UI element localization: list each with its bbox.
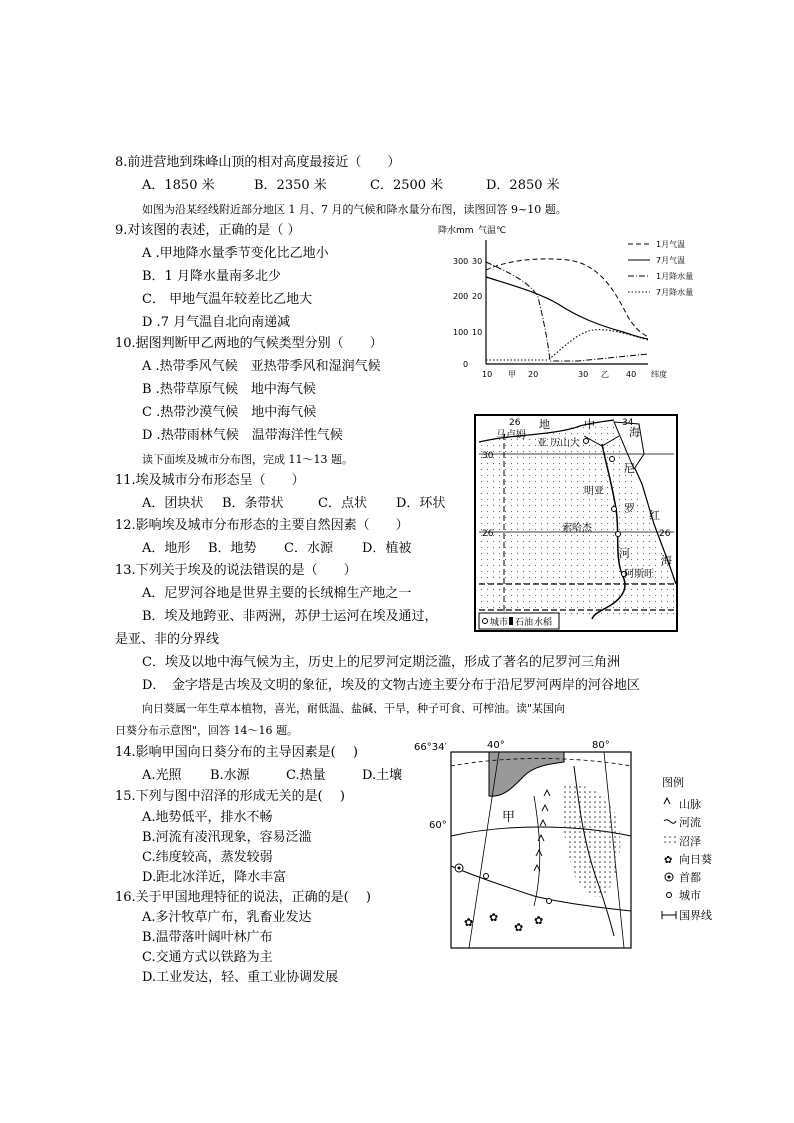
city-label-aswan: 阿斯旺 (624, 569, 654, 580)
intro-11-13: 读下面埃及城市分布图，完成 11～13 题。 (142, 453, 353, 466)
city-marker (547, 899, 552, 904)
legend-jul-precip: 7月降水量 (656, 288, 694, 297)
x-tick: 20 (528, 370, 539, 379)
q13-option-d: D． 金字塔是古埃及文明的象征，埃及的文物古迹主要分布于沿尼罗河两岸的河谷地区 (142, 678, 640, 693)
river-label: 河 (619, 547, 630, 560)
q14-option-b: B.水源 (210, 768, 250, 783)
q11-option-d: D．环状 (396, 496, 446, 511)
legend-rice-icon: 水稻 (534, 618, 553, 628)
q11-option-a: A．团块状 (142, 496, 204, 511)
river-label: 罗 (624, 502, 635, 515)
jan-temp-line (486, 259, 648, 337)
intro-9-10: 如图为沿某经线附近部分地区 1 月、7 月的气候和降水量分布图，读图回答 9~10 题。 (142, 203, 567, 216)
intro-14-16-line1: 向日葵属一年生草本植物，喜光，耐低温、盐碱、干旱，种子可食、可榨油。读"某国向 (142, 702, 566, 715)
lat-label: 26 (482, 529, 494, 539)
q12-option-c: C．水源 (284, 541, 333, 556)
egypt-map (474, 414, 678, 632)
q8-option-a: A．1850 米 (142, 178, 215, 193)
legend-city-icon (483, 619, 488, 624)
q14-stem: 14.影响甲国向日葵分布的主导因素是( ) (115, 745, 358, 760)
city-label-marsa: 马卢姆 (496, 430, 526, 441)
q10-option-b: B .热带草原气候 地中海气候 (142, 382, 316, 397)
city-marker (616, 532, 621, 537)
city-label-alexandria: 亚 (537, 438, 547, 449)
q14-option-c: C.热量 (286, 768, 326, 783)
legend-title: 图例 (662, 776, 684, 789)
q9-option-b: B．1 月降水量南多北少 (142, 269, 281, 284)
legend-mountain: 山脉 (679, 798, 701, 811)
sunflower-icon: ✿ (464, 916, 474, 929)
q14-option-a: A.光照 (142, 768, 182, 783)
q13-option-a: A．尼罗河谷地是世界主要的长绒棉生产地之一 (142, 586, 412, 601)
q13-option-b-cont: 是亚、非的分界线 (115, 632, 220, 647)
q12-option-b: B．地势 (208, 541, 257, 556)
q13-option-c: C．埃及以地中海气候为主，历史上的尼罗河定期泛滥，形成了著名的尼罗河三角洲 (142, 655, 620, 670)
sunflower-icon: ✿ (534, 914, 544, 927)
legend-jan-temp: 1月气温 (656, 240, 686, 249)
q15-option-d: D.距北冰洋近，降水丰富 (142, 870, 287, 885)
q16-option-b: B.温带落叶阔叶林广布 (142, 930, 273, 945)
lat-arctic-label: 66°34′ (414, 742, 447, 753)
x-tick: 40 (626, 370, 637, 379)
q13-option-b: B．埃及地跨亚、非两洲，苏伊士运河在埃及通过， (142, 609, 438, 624)
sea-label: 海 (629, 426, 640, 439)
jul-precip-line (486, 330, 648, 360)
lon-80-label: 80° (592, 740, 610, 751)
sea-label: 海 (661, 554, 672, 567)
q8-option-c: C．2500 米 (370, 178, 444, 193)
precip-tick: 0 (463, 360, 469, 369)
legend-mountain-icon (664, 798, 670, 804)
lon-label: 26 (509, 418, 521, 428)
legend-city-icon (667, 893, 672, 898)
legend-border-icon (662, 911, 676, 919)
sea-label: 中 (584, 418, 595, 431)
lon-label: 34 (622, 418, 634, 428)
q12-option-d: D．植被 (362, 541, 412, 556)
legend-capital: 首都 (679, 871, 701, 884)
precip-tick: 200 (453, 292, 469, 301)
legend-sunflower-icon: ✿ (664, 855, 673, 866)
lat-label: 30 (482, 451, 494, 461)
precip-axis-label: 降水mm (438, 226, 474, 236)
q9-option-d: D .7 月气温自北向南递减 (142, 315, 291, 330)
legend-river-icon (664, 820, 676, 824)
legend-river: 河流 (679, 816, 701, 829)
sea-label: 红 (649, 509, 660, 522)
temp-tick: 20 (472, 292, 483, 301)
q16-stem: 16.关于甲国地理特征的说法，正确的是( ) (115, 890, 371, 905)
q11-stem: 11.埃及城市分布形态呈（ ） (115, 473, 305, 488)
x-axis-label: 纬度 (651, 370, 667, 379)
sea-label: 地 (539, 418, 550, 431)
temp-axis-label: 气温℃ (478, 226, 507, 236)
legend-swamp-icon (664, 836, 676, 844)
q15-option-a: A.地势低平，排水不畅 (142, 810, 273, 825)
city-label-minya: 明亚 (584, 486, 604, 497)
precip-tick: 300 (453, 257, 469, 266)
q16-option-c: C.交通方式以铁路为主 (142, 950, 273, 965)
q9-option-c: C． 甲地气温年较差比乙地大 (142, 292, 313, 307)
q9-option-a: A .甲地降水量季节变化比乙地小 (142, 246, 329, 261)
legend-oil: 石油 (515, 618, 534, 628)
city-marker (584, 439, 589, 444)
lat-60-label: 60° (429, 820, 447, 831)
q15-stem: 15.下列与图中沼泽的形成无关的是( ) (115, 789, 345, 804)
city-marker (610, 457, 615, 462)
legend-city: 城市 (490, 618, 509, 628)
sunflower-icon: ✿ (514, 921, 524, 934)
x-tick: 30 (578, 370, 589, 379)
q14-option-d: D.土壤 (362, 768, 403, 783)
city-marker (612, 507, 617, 512)
legend-oil-icon (509, 617, 513, 625)
q16-option-a: A.多汁牧草广布，乳畜业发达 (142, 910, 312, 925)
x-tick: 乙 (601, 370, 609, 379)
sunflower-map (414, 736, 724, 951)
temp-tick: 30 (472, 257, 483, 266)
city-marker (484, 874, 489, 879)
legend-sunflower: 向日葵 (679, 853, 712, 866)
q10-option-c: C .热带沙漠气候 地中海气候 (142, 405, 317, 420)
x-tick: 10 (482, 370, 493, 379)
q15-option-b: B.河流有凌汛现象，容易泛滥 (142, 830, 312, 845)
legend-swamp: 沼泽 (679, 835, 701, 848)
q15-option-c: C.纬度较高，蒸发较弱 (142, 850, 273, 865)
q10-option-a: A .热带季风气候 亚热带季风和湿润气候 (142, 359, 381, 374)
q8-stem: 8.前进营地到珠峰山顶的相对高度最接近（ ） (115, 155, 401, 170)
q11-option-b: B．条带状 (222, 496, 284, 511)
city-label-alexandria-2: 历山大 (550, 438, 580, 449)
q12-stem: 12.影响埃及城市分布形态的主要自然因素（ ） (115, 518, 409, 533)
legend-border: 国界线 (679, 909, 712, 922)
q11-option-c: C．点状 (318, 496, 367, 511)
country-label: 甲 (502, 810, 516, 825)
precip-tick: 100 (453, 328, 469, 337)
q9-stem: 9.对该图的表述，正确的是（ ） (115, 223, 301, 238)
x-tick: 甲 (508, 370, 516, 379)
q13-stem: 13.下列关于埃及的说法错误的是（ ） (115, 563, 357, 578)
q10-option-d: D .热带雨林气候 温带海洋性气候 (142, 428, 343, 443)
city-label-sohag: 索哈杰 (562, 523, 592, 534)
q10-stem: 10.据图判断甲乙两地的气候类型分别（ ） (115, 336, 383, 351)
temp-tick: 10 (472, 328, 483, 337)
river-label: 尼 (624, 462, 635, 475)
q8-option-d: D．2850 米 (486, 178, 560, 193)
jan-precip-line (486, 262, 648, 361)
legend-jan-precip: 1月降水量 (656, 272, 694, 281)
climate-chart (438, 222, 718, 387)
q12-option-a: A．地形 (142, 541, 191, 556)
lon-40-label: 40° (487, 740, 505, 751)
sunflower-icon: ✿ (489, 911, 499, 924)
lat-label: 26 (659, 529, 671, 539)
legend-jul-temp: 7月气温 (656, 256, 686, 265)
q8-option-b: B．2350 米 (254, 178, 327, 193)
q16-option-d: D.工业发达，轻、重工业协调发展 (142, 970, 339, 985)
intro-14-16-line2: 日葵分布示意图"，回答 14～16 题。 (115, 724, 299, 737)
legend-city: 城市 (679, 889, 701, 902)
